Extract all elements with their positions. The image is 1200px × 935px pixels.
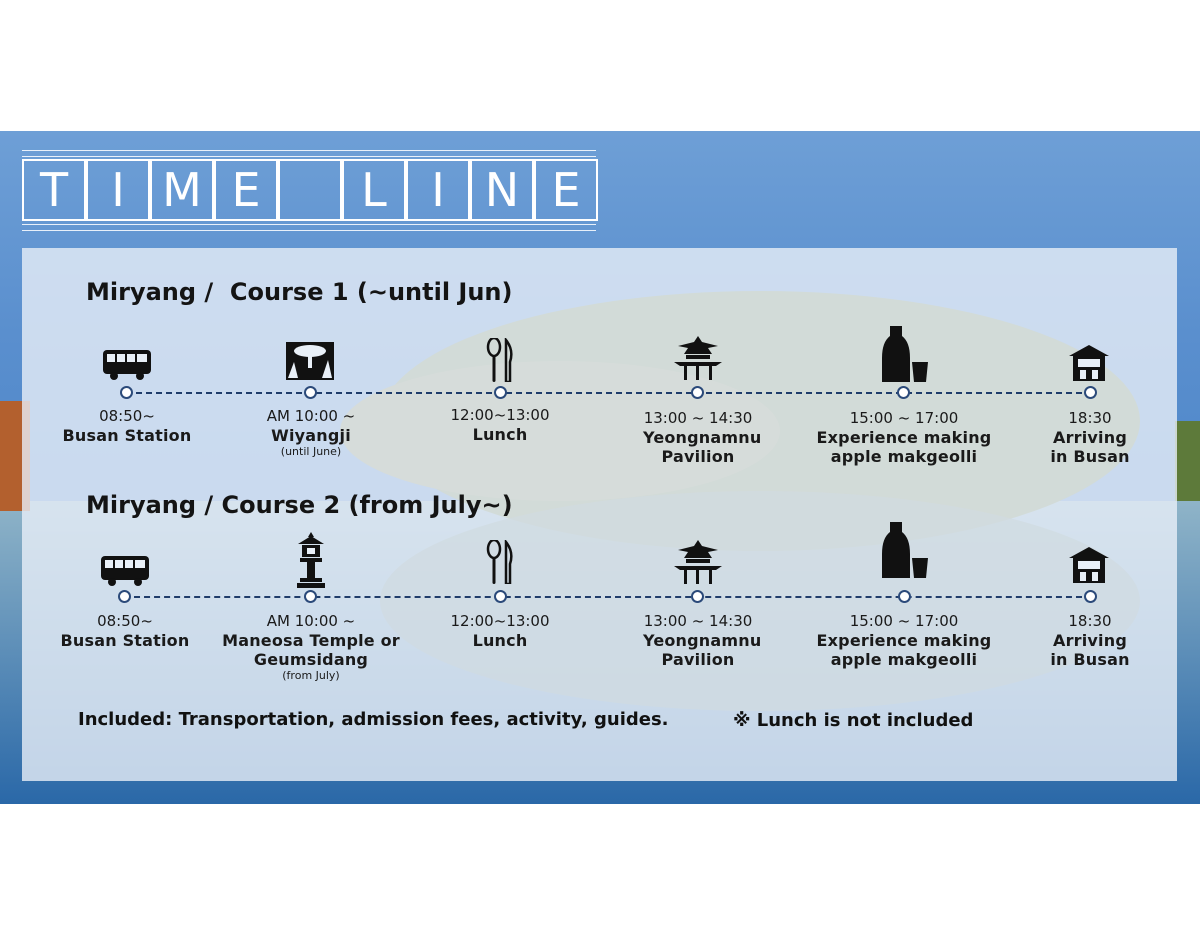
stop-name: Lunch [472,631,528,650]
stop-dot [304,386,317,399]
stop-note: (until June) [280,445,342,458]
stop-wiyangji [211,407,411,459]
stop-name: Yeongnamnu Pavilion [643,428,762,466]
house-icon [1068,344,1110,382]
title-letter: M [150,159,214,221]
bus-icon [100,554,150,586]
timeline-panel [22,248,1177,781]
stop-time: 12:00~13:00 [450,612,550,630]
included-note: Included: Transportation, admission fees, activity, guides. [78,709,669,730]
stop-makgeolli [804,612,1004,669]
stop-dot [898,590,911,603]
stop-dot [1084,590,1097,603]
stop-dot [118,590,131,603]
title-letter: I [406,159,470,221]
course-1-timeline-line [126,392,1092,394]
pavilion-icon [672,540,724,584]
stop-time: 12:00~13:00 [450,406,550,424]
stop-name: Maneosa Temple or Geumsidang [222,631,400,669]
title-letter: E [214,159,278,221]
stop-time: 15:00 ~ 17:00 [849,612,959,630]
stop-name: Wiyangji [271,426,351,445]
stop-maneosa-temple [211,612,411,683]
stop-name: Busan Station [60,631,190,650]
stop-arriving [990,612,1190,669]
bus-icon [102,348,152,380]
spoon-knife-icon [486,338,516,382]
course-2-title: Miryang / Course 2 (from July~) [86,491,513,519]
stop-dot [691,590,704,603]
stop-time: 13:00 ~ 14:30 [643,409,753,427]
title-letter: L [342,159,406,221]
stop-yeongnamnu [598,612,798,669]
stop-time: 13:00 ~ 14:30 [643,612,753,630]
pavilion-icon [672,336,724,380]
course-1-title: Miryang / Course 1 (~until Jun) [86,278,513,306]
stop-arriving [990,409,1190,466]
timeline-title [22,150,596,230]
stop-name: Arriving in Busan [1050,631,1130,669]
stop-dot [304,590,317,603]
stop-time: AM 10:00 ~ [266,407,356,425]
stop-lunch [400,612,600,650]
stop-time: 18:30 [1068,409,1112,427]
stop-name: Busan Station [62,426,192,445]
stop-busan-station [27,407,227,445]
stop-note: (from July) [282,669,340,682]
makgeolli-bottle-icon [882,520,930,580]
stop-name: Experience making apple makgeolli [816,428,992,466]
title-letter: I [86,159,150,221]
stone-lantern-icon [296,532,326,588]
stop-busan-station [25,612,225,650]
stop-name: Arriving in Busan [1050,428,1130,466]
title-letter: T [22,159,86,221]
stop-time: 08:50~ [99,407,155,425]
title-letter [278,159,342,221]
spoon-knife-icon [486,540,516,584]
stop-time: 08:50~ [97,612,153,630]
stop-dot [120,386,133,399]
makgeolli-bottle-icon [882,324,930,384]
title-letter: E [534,159,598,221]
forest-icon [286,342,334,380]
stop-dot [1084,386,1097,399]
house-icon [1068,546,1110,584]
stop-name: Lunch [472,425,528,444]
stop-time: 18:30 [1068,612,1112,630]
stop-name: Experience making apple makgeolli [816,631,992,669]
stop-lunch [400,406,600,444]
stop-dot [691,386,704,399]
stop-dot [494,386,507,399]
stop-name: Yeongnamnu Pavilion [643,631,762,669]
course-2-timeline-line [124,596,1092,598]
title-letter: N [470,159,534,221]
stop-time: 15:00 ~ 17:00 [849,409,959,427]
stop-yeongnamnu [598,409,798,466]
stop-dot [494,590,507,603]
stop-time: AM 10:00 ~ [266,612,356,630]
stop-makgeolli [804,409,1004,466]
stop-dot [897,386,910,399]
banner [0,131,1200,804]
lunch-not-included-note: ※ Lunch is not included [733,710,974,731]
